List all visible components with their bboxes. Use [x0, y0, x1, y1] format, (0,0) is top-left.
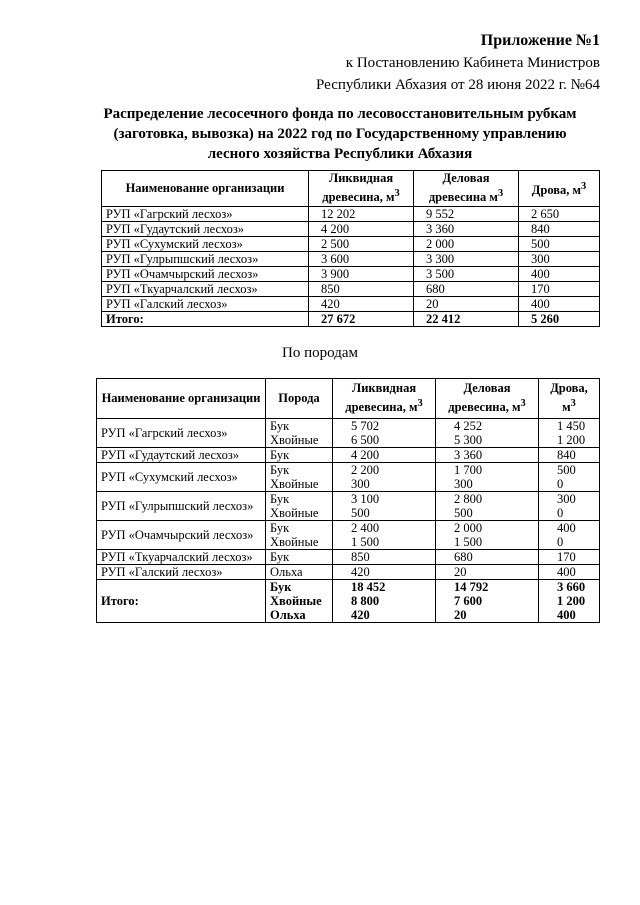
species-cell-value: Бук [270, 419, 290, 433]
species-cell [266, 419, 333, 448]
firewood-cell: 300 [519, 252, 600, 267]
species-cell [266, 492, 333, 521]
total-business-value: 7 600 [454, 594, 483, 608]
total-label: Итого: [102, 312, 309, 327]
table-row [97, 565, 600, 580]
firewood-cell-value: 840 [557, 448, 576, 462]
org-cell: РУП «Ткуарчалский лесхоз» [97, 550, 266, 565]
business-cell: 3 500 [414, 267, 519, 282]
business-cell-value: 3 360 [454, 448, 483, 462]
table-row [102, 267, 600, 282]
total-liquid-value: 18 452 [351, 580, 386, 594]
col-organization: Наименование организации [102, 171, 309, 207]
total-firewood: 5 260 [519, 312, 600, 327]
firewood-cell: 400 [519, 267, 600, 282]
business-cell-value: 680 [454, 550, 473, 564]
document-heading [70, 104, 610, 164]
species-cell-value: Бук [270, 463, 290, 477]
business-cell-value: 1 700 [454, 463, 483, 477]
liquid-cell [333, 463, 436, 492]
col-organization: Наименование организации [97, 379, 266, 419]
total-label: Итого: [97, 580, 266, 623]
total-liquid: 27 672 [309, 312, 414, 327]
table-row [102, 282, 600, 297]
appendix-block [316, 30, 600, 96]
liquid-cell-value: 2 200 [351, 463, 380, 477]
business-cell-value: 20 [454, 565, 467, 579]
total-species-value: Ольха [270, 608, 306, 622]
total-row [102, 312, 600, 327]
firewood-cell-value: 300 [557, 492, 576, 506]
heading-line-2: (заготовка, вывозка) на 2022 год по Государственному управлению [113, 126, 567, 142]
table-row [102, 222, 600, 237]
firewood-cell-value: 400 [557, 521, 576, 535]
table-row [102, 252, 600, 267]
col-firewood: Дрова, $м^3$ [539, 379, 600, 419]
business-cell: 680 [414, 282, 519, 297]
total-liquid [333, 580, 436, 623]
total-firewood-value: 400 [557, 608, 576, 622]
firewood-cell-value: 0 [557, 535, 564, 549]
heading-line-1: Распределение лесосечного фонда по лесовосстановительным рубкам [103, 106, 577, 122]
table-row [97, 463, 600, 492]
liquid-cell [333, 492, 436, 521]
firewood-cell: 170 [519, 282, 600, 297]
liquid-cell [333, 565, 436, 580]
col-business: Деловая древесина $м^3$ [414, 171, 519, 207]
species-cell [266, 448, 333, 463]
firewood-cell: 400 [519, 297, 600, 312]
species-cell-value: Хвойные [270, 477, 319, 491]
business-cell [436, 550, 539, 565]
liquid-cell [333, 419, 436, 448]
liquid-cell [333, 448, 436, 463]
business-cell [436, 565, 539, 580]
species-cell-value: Хвойные [270, 433, 319, 447]
business-cell-value: 4 252 [454, 419, 483, 433]
col-species: Порода [266, 379, 333, 419]
liquid-cell: 3 900 [309, 267, 414, 282]
table-row [97, 521, 600, 550]
liquid-cell: 4 200 [309, 222, 414, 237]
table-row [97, 492, 600, 521]
firewood-cell-value: 400 [557, 565, 576, 579]
table-row [97, 448, 600, 463]
business-cell-value: 500 [454, 506, 473, 520]
liquid-cell-value: 500 [351, 506, 370, 520]
business-cell [436, 521, 539, 550]
total-species-value: Бук [270, 580, 292, 594]
firewood-cell [539, 550, 600, 565]
col-business: Деловая древесина, $м^3$ [436, 379, 539, 419]
liquid-cell-value: 1 500 [351, 535, 380, 549]
liquid-cell [333, 521, 436, 550]
business-cell [436, 492, 539, 521]
liquid-cell-value: 420 [351, 565, 370, 579]
liquid-cell-value: 5 702 [351, 419, 380, 433]
firewood-cell [539, 521, 600, 550]
total-row [97, 580, 600, 623]
species-cell-value: Хвойные [270, 535, 319, 549]
total-business-value: 20 [454, 608, 467, 622]
liquid-cell: 420 [309, 297, 414, 312]
business-cell: 3 360 [414, 222, 519, 237]
business-cell: 9 552 [414, 207, 519, 222]
species-cell-value: Ольха [270, 565, 303, 579]
org-cell: РУП «Гулрыпшский лесхоз» [102, 252, 309, 267]
subheading: По породам [282, 345, 358, 361]
business-cell [436, 419, 539, 448]
species-cell-value: Бук [270, 492, 290, 506]
firewood-cell: 500 [519, 237, 600, 252]
org-cell: РУП «Гагрский лесхоз» [97, 419, 266, 448]
total-firewood-value: 3 660 [557, 580, 586, 594]
liquid-cell: 2 500 [309, 237, 414, 252]
business-cell-value: 2 000 [454, 521, 483, 535]
total-business: 22 412 [414, 312, 519, 327]
species-table [96, 378, 600, 623]
heading-line-3: лесного хозяйства Республики Абхазия [207, 146, 473, 162]
liquid-cell-value: 300 [351, 477, 370, 491]
firewood-cell [539, 492, 600, 521]
table-row [102, 237, 600, 252]
org-cell: РУП «Гудаутский лесхоз» [102, 222, 309, 237]
species-cell [266, 521, 333, 550]
species-cell [266, 565, 333, 580]
species-cell-value: Бук [270, 521, 290, 535]
firewood-cell [539, 448, 600, 463]
business-cell [436, 448, 539, 463]
business-cell-value: 2 800 [454, 492, 483, 506]
total-business [436, 580, 539, 623]
org-cell: РУП «Очамчырский лесхоз» [97, 521, 266, 550]
liquid-cell [333, 550, 436, 565]
appendix-line-2: Республики Абхазия от 28 июня 2022 г. №64 [316, 77, 600, 93]
firewood-cell [539, 463, 600, 492]
col-liquid: Ликвидная древесина, $м^3$ [309, 171, 414, 207]
liquid-cell-value: 6 500 [351, 433, 380, 447]
business-cell: 3 300 [414, 252, 519, 267]
total-liquid-value: 8 800 [351, 594, 380, 608]
table-row [102, 297, 600, 312]
business-cell-value: 1 500 [454, 535, 483, 549]
col-firewood: Дрова, $м^3$ [519, 171, 600, 207]
firewood-cell-value: 0 [557, 477, 564, 491]
business-cell: 2 000 [414, 237, 519, 252]
firewood-cell [539, 565, 600, 580]
allocation-table [101, 170, 600, 327]
org-cell: РУП «Гулрыпшский лесхоз» [97, 492, 266, 521]
table-row [97, 419, 600, 448]
firewood-cell-value: 170 [557, 550, 576, 564]
org-cell: РУП «Галский лесхоз» [102, 297, 309, 312]
species-cell-value: Бук [270, 550, 290, 564]
col-liquid: Ликвидная древесина, $м^3$ [333, 379, 436, 419]
org-cell: РУП «Очамчырский лесхоз» [102, 267, 309, 282]
species-cell-value: Хвойные [270, 506, 319, 520]
org-cell: РУП «Ткуарчалский лесхоз» [102, 282, 309, 297]
liquid-cell-value: 3 100 [351, 492, 380, 506]
business-cell: 20 [414, 297, 519, 312]
liquid-cell-value: 2 400 [351, 521, 380, 535]
table-row [97, 550, 600, 565]
liquid-cell: 3 600 [309, 252, 414, 267]
liquid-cell-value: 850 [351, 550, 370, 564]
org-cell: РУП «Сухумский лесхоз» [102, 237, 309, 252]
firewood-cell-value: 500 [557, 463, 576, 477]
appendix-line-1: к Постановлению Кабинета Министров [345, 55, 600, 71]
org-cell: РУП «Гудаутский лесхоз» [97, 448, 266, 463]
firewood-cell-value: 1 450 [557, 419, 586, 433]
firewood-cell: 2 650 [519, 207, 600, 222]
business-cell [436, 463, 539, 492]
org-cell: РУП «Гагрский лесхоз» [102, 207, 309, 222]
total-species [266, 580, 333, 623]
business-cell-value: 5 300 [454, 433, 483, 447]
org-cell: РУП «Сухумский лесхоз» [97, 463, 266, 492]
total-business-value: 14 792 [454, 580, 489, 594]
firewood-cell-value: 0 [557, 506, 564, 520]
firewood-cell: 840 [519, 222, 600, 237]
liquid-cell: 12 202 [309, 207, 414, 222]
total-firewood [539, 580, 600, 623]
species-cell [266, 463, 333, 492]
total-liquid-value: 420 [351, 608, 370, 622]
species-cell [266, 550, 333, 565]
business-cell-value: 300 [454, 477, 473, 491]
total-species-value: Хвойные [270, 594, 322, 608]
firewood-cell-value: 1 200 [557, 433, 586, 447]
firewood-cell [539, 419, 600, 448]
appendix-title: Приложение №1 [480, 32, 600, 49]
species-cell-value: Бук [270, 448, 290, 462]
liquid-cell-value: 4 200 [351, 448, 380, 462]
liquid-cell: 850 [309, 282, 414, 297]
org-cell: РУП «Галский лесхоз» [97, 565, 266, 580]
table-row [102, 207, 600, 222]
total-firewood-value: 1 200 [557, 594, 586, 608]
